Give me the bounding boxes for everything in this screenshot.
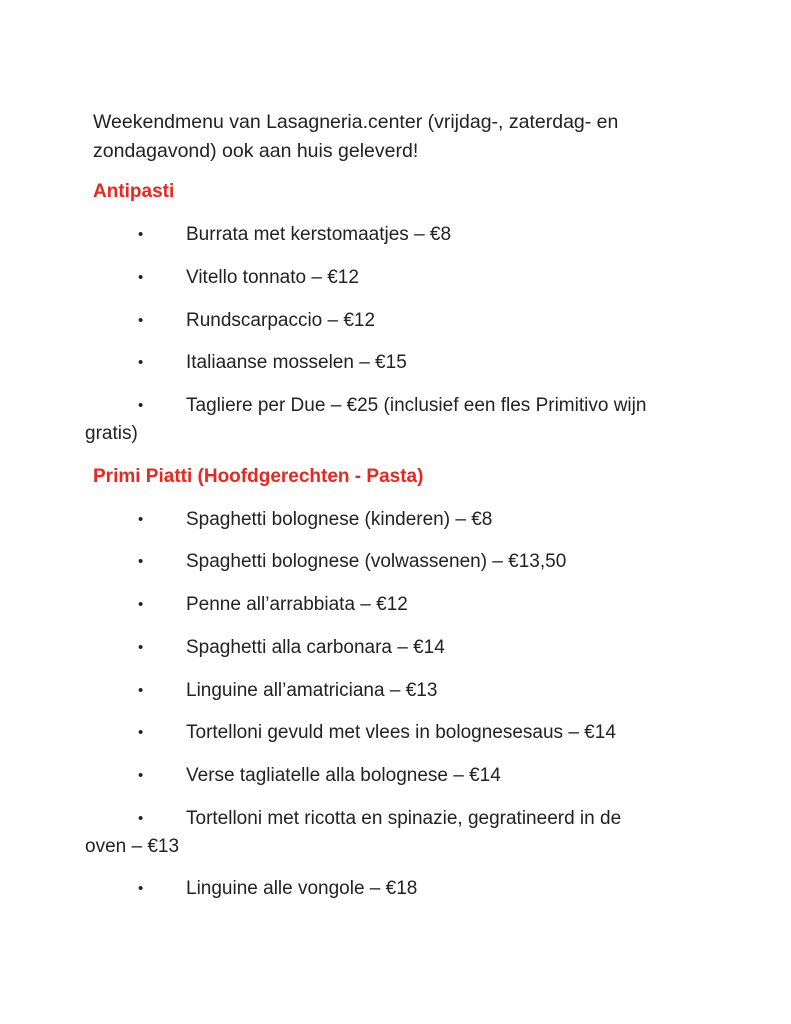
list-item	[93, 875, 703, 903]
item-text: Vitello tonnato – €12	[186, 267, 359, 288]
bullet-icon: •	[138, 269, 144, 286]
bullet-icon: •	[138, 596, 144, 613]
item-text: Tortelloni gevuld met vlees in bolognesesaus – €14	[186, 722, 616, 743]
bullet-icon: •	[138, 682, 144, 699]
item-text: Verse tagliatelle alla bolognese – €14	[186, 765, 501, 786]
item-text: Tortelloni met ricotta en spinazie, gegratineerd in de	[186, 808, 622, 829]
list-item	[85, 805, 703, 861]
bullet-icon: •	[138, 226, 144, 243]
item-text-continuation: oven – €13	[85, 836, 180, 857]
list-item	[93, 762, 703, 790]
list-item	[93, 506, 703, 534]
item-text: Spaghetti alla carbonara – €14	[186, 637, 445, 658]
bullet-icon: •	[138, 639, 144, 656]
list-item	[93, 634, 703, 662]
list-item	[93, 719, 703, 747]
bullet-icon: •	[138, 767, 144, 784]
list-item	[93, 307, 703, 335]
list-item	[85, 392, 703, 448]
intro-text: Weekendmenu van Lasagneria.center (vrijdag-, zaterdag- en zondagavond) ook aan huis geleverd!	[93, 111, 619, 162]
list-item	[93, 221, 703, 249]
bullet-icon: •	[138, 810, 144, 827]
antipasti-heading: Antipasti	[93, 181, 175, 202]
item-text-continuation: gratis)	[85, 423, 138, 444]
list-item	[93, 677, 703, 705]
bullet-icon: •	[138, 397, 144, 414]
bullet-icon: •	[138, 354, 144, 371]
bullet-icon: •	[138, 724, 144, 741]
item-text: Spaghetti bolognese (kinderen) – €8	[186, 509, 493, 530]
list-item	[93, 349, 703, 377]
bullet-icon: •	[138, 553, 144, 570]
bullet-icon: •	[138, 511, 144, 528]
item-text: Penne all’arrabbiata – €12	[186, 594, 408, 615]
bullet-icon: •	[138, 312, 144, 329]
primi-heading: Primi Piatti (Hoofdgerechten - Pasta)	[93, 466, 424, 487]
item-text: Tagliere per Due – €25 (inclusief een fles Primitivo wijn	[186, 395, 647, 416]
list-item	[93, 548, 703, 576]
list-item	[93, 264, 703, 292]
item-text: Linguine all’amatriciana – €13	[186, 680, 438, 701]
list-item	[93, 591, 703, 619]
item-text: Linguine alle vongole – €18	[186, 878, 418, 899]
item-text: Italiaanse mosselen – €15	[186, 352, 407, 373]
item-text: Spaghetti bolognese (volwassenen) – €13,50	[186, 551, 567, 572]
item-text: Rundscarpaccio – €12	[186, 310, 376, 331]
bullet-icon: •	[138, 880, 144, 897]
item-text: Burrata met kerstomaatjes – €8	[186, 224, 452, 245]
